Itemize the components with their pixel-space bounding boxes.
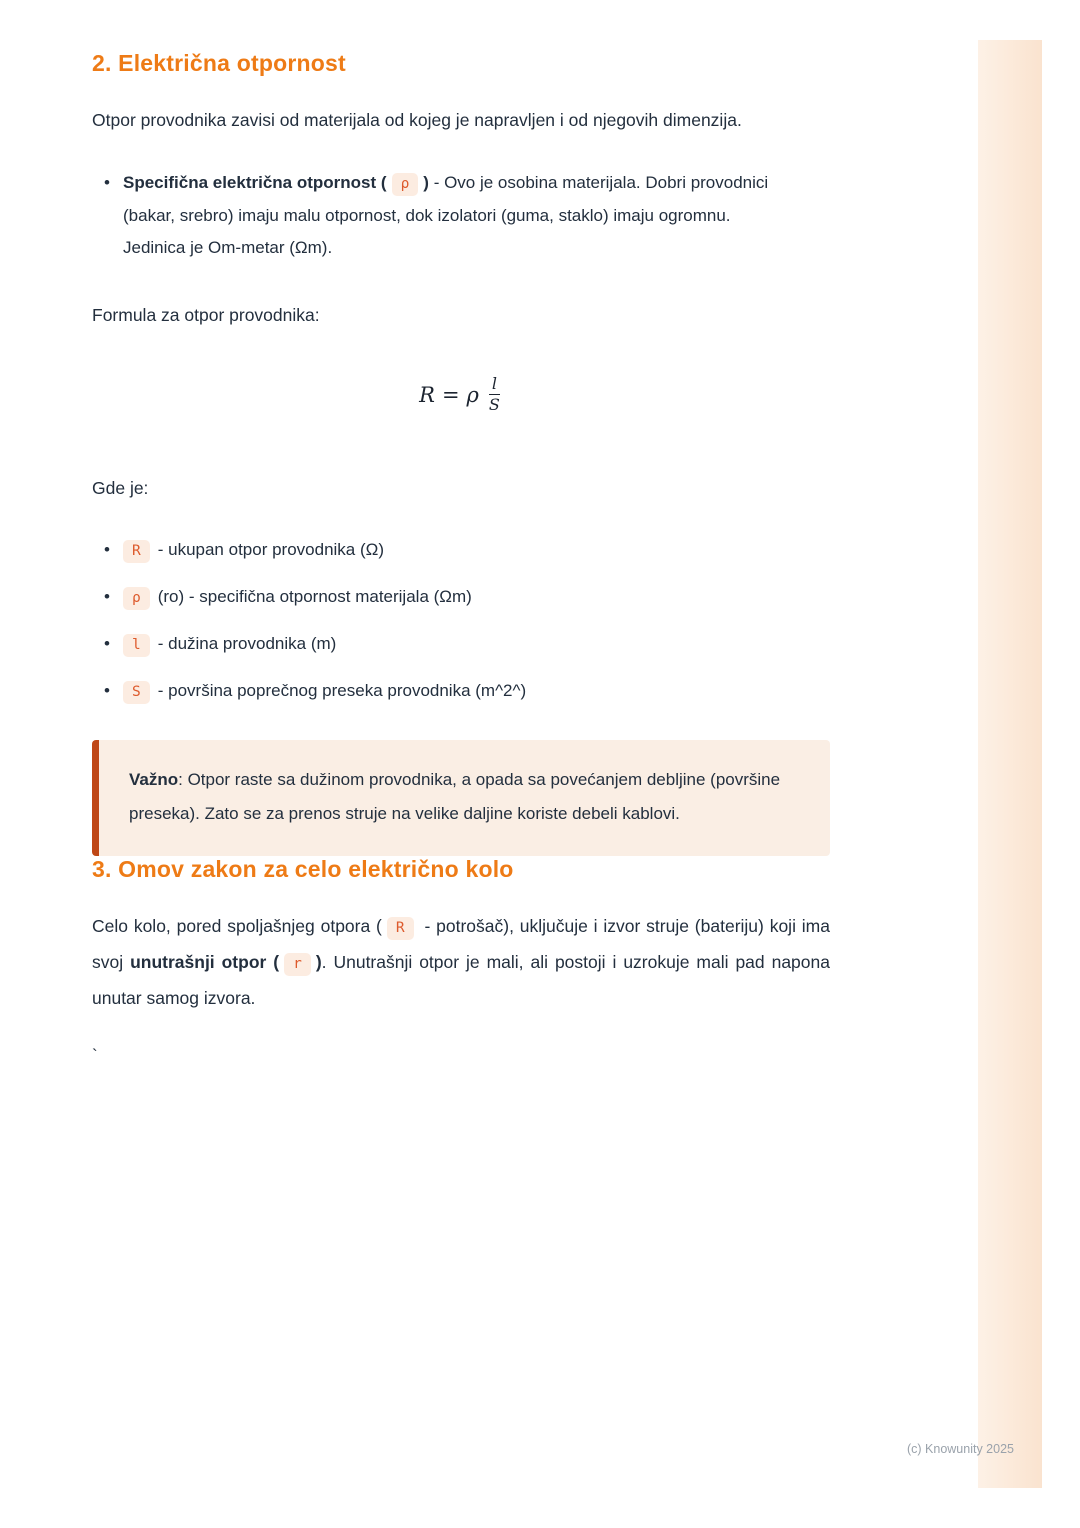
ohm-para-part3: . Unutrašnji otpor je mali, ali postoji i uzrokuje mali pad napona unutar samog izvora. <box>92 952 830 1009</box>
footer-copyright: (c) Knowunity 2025 <box>906 1442 1014 1456</box>
rho-chip: ρ <box>392 173 419 196</box>
spec-resistance-list <box>92 167 830 265</box>
callout-text: : Otpor raste sa dužinom provodnika, a opada sa povećanjem debljine (površine preseka). Zato se za prenos struje na velike daljine koriste debeli kablovi. <box>129 770 781 824</box>
page-margin-stripe <box>978 40 1042 1488</box>
term-desc-R: - ukupan otpor provodnika (Ω) <box>157 540 385 560</box>
spec-bullet-close-bold: ) <box>423 173 429 192</box>
term-desc-l: - dužina provodnika (m) <box>157 634 337 654</box>
ohm-para-part2: - potrošač), uključuje i izvor struje (bateriju) koji ima svoj <box>92 916 830 973</box>
term-item-S <box>92 678 830 704</box>
section-heading-ohms-law: 3. Omov zakon za celo električno kolo <box>92 856 514 883</box>
resistance-intro-paragraph: Otpor provodnika zavisi od materijala od kojeg je napravljen i od njegovih dimenzija. <box>92 110 742 130</box>
term-item-rho <box>92 584 830 610</box>
section-electrical-resistance <box>92 50 830 856</box>
formula-fraction <box>486 374 503 417</box>
formula-coefficient-rho: ρ <box>466 382 479 407</box>
important-callout <box>92 740 830 856</box>
term-chip-R: R <box>123 540 150 563</box>
term-item-l <box>92 631 830 657</box>
stray-backtick: ` <box>92 1046 98 1066</box>
callout-label: Važno <box>129 770 179 790</box>
formula-denominator: S <box>488 395 500 415</box>
spec-bullet-lead-bold: Specifična električna otpornost ( <box>123 173 387 192</box>
formula-terms-list <box>92 537 830 704</box>
term-desc-rho: (ro) - specifična otpornost materijala (Ωm) <box>157 587 472 607</box>
section-ohms-law <box>92 856 830 1066</box>
formula-equals: = <box>441 382 460 407</box>
external-resistance-chip: R <box>387 917 414 940</box>
internal-resistance-bold-close: ) <box>315 952 322 973</box>
where-label: Gde je: <box>92 478 149 499</box>
spec-bullet-text: - Ovo je osobina materijala. Dobri provodnici (bakar, srebro) imaju malu otpornost, dok izolatori (guma, staklo) imaju ogromnu. Jedinica je Om-metar (Ωm). <box>123 173 769 257</box>
term-chip-l: l <box>123 634 150 657</box>
ohms-law-paragraph <box>92 908 830 1016</box>
term-item-R <box>92 537 830 563</box>
formula-intro-label: Formula za otpor provodnika: <box>92 304 320 325</box>
section-heading-resistance: 2. Električna otpornost <box>92 50 346 76</box>
internal-resistance-chip: r <box>284 953 311 976</box>
term-desc-S: - površina poprečnog preseka provodnika (m^2^) <box>157 681 527 701</box>
resistance-formula <box>92 374 830 417</box>
formula-lhs: R <box>419 382 435 407</box>
formula-numerator: l <box>489 374 500 396</box>
term-chip-rho: ρ <box>123 587 150 610</box>
ohm-para-part1: Celo kolo, pored spoljašnjeg otpora ( <box>92 916 382 937</box>
term-chip-S: S <box>123 681 150 704</box>
internal-resistance-bold-open: unutrašnji otpor ( <box>130 952 280 973</box>
spec-resistance-bullet <box>92 167 788 265</box>
